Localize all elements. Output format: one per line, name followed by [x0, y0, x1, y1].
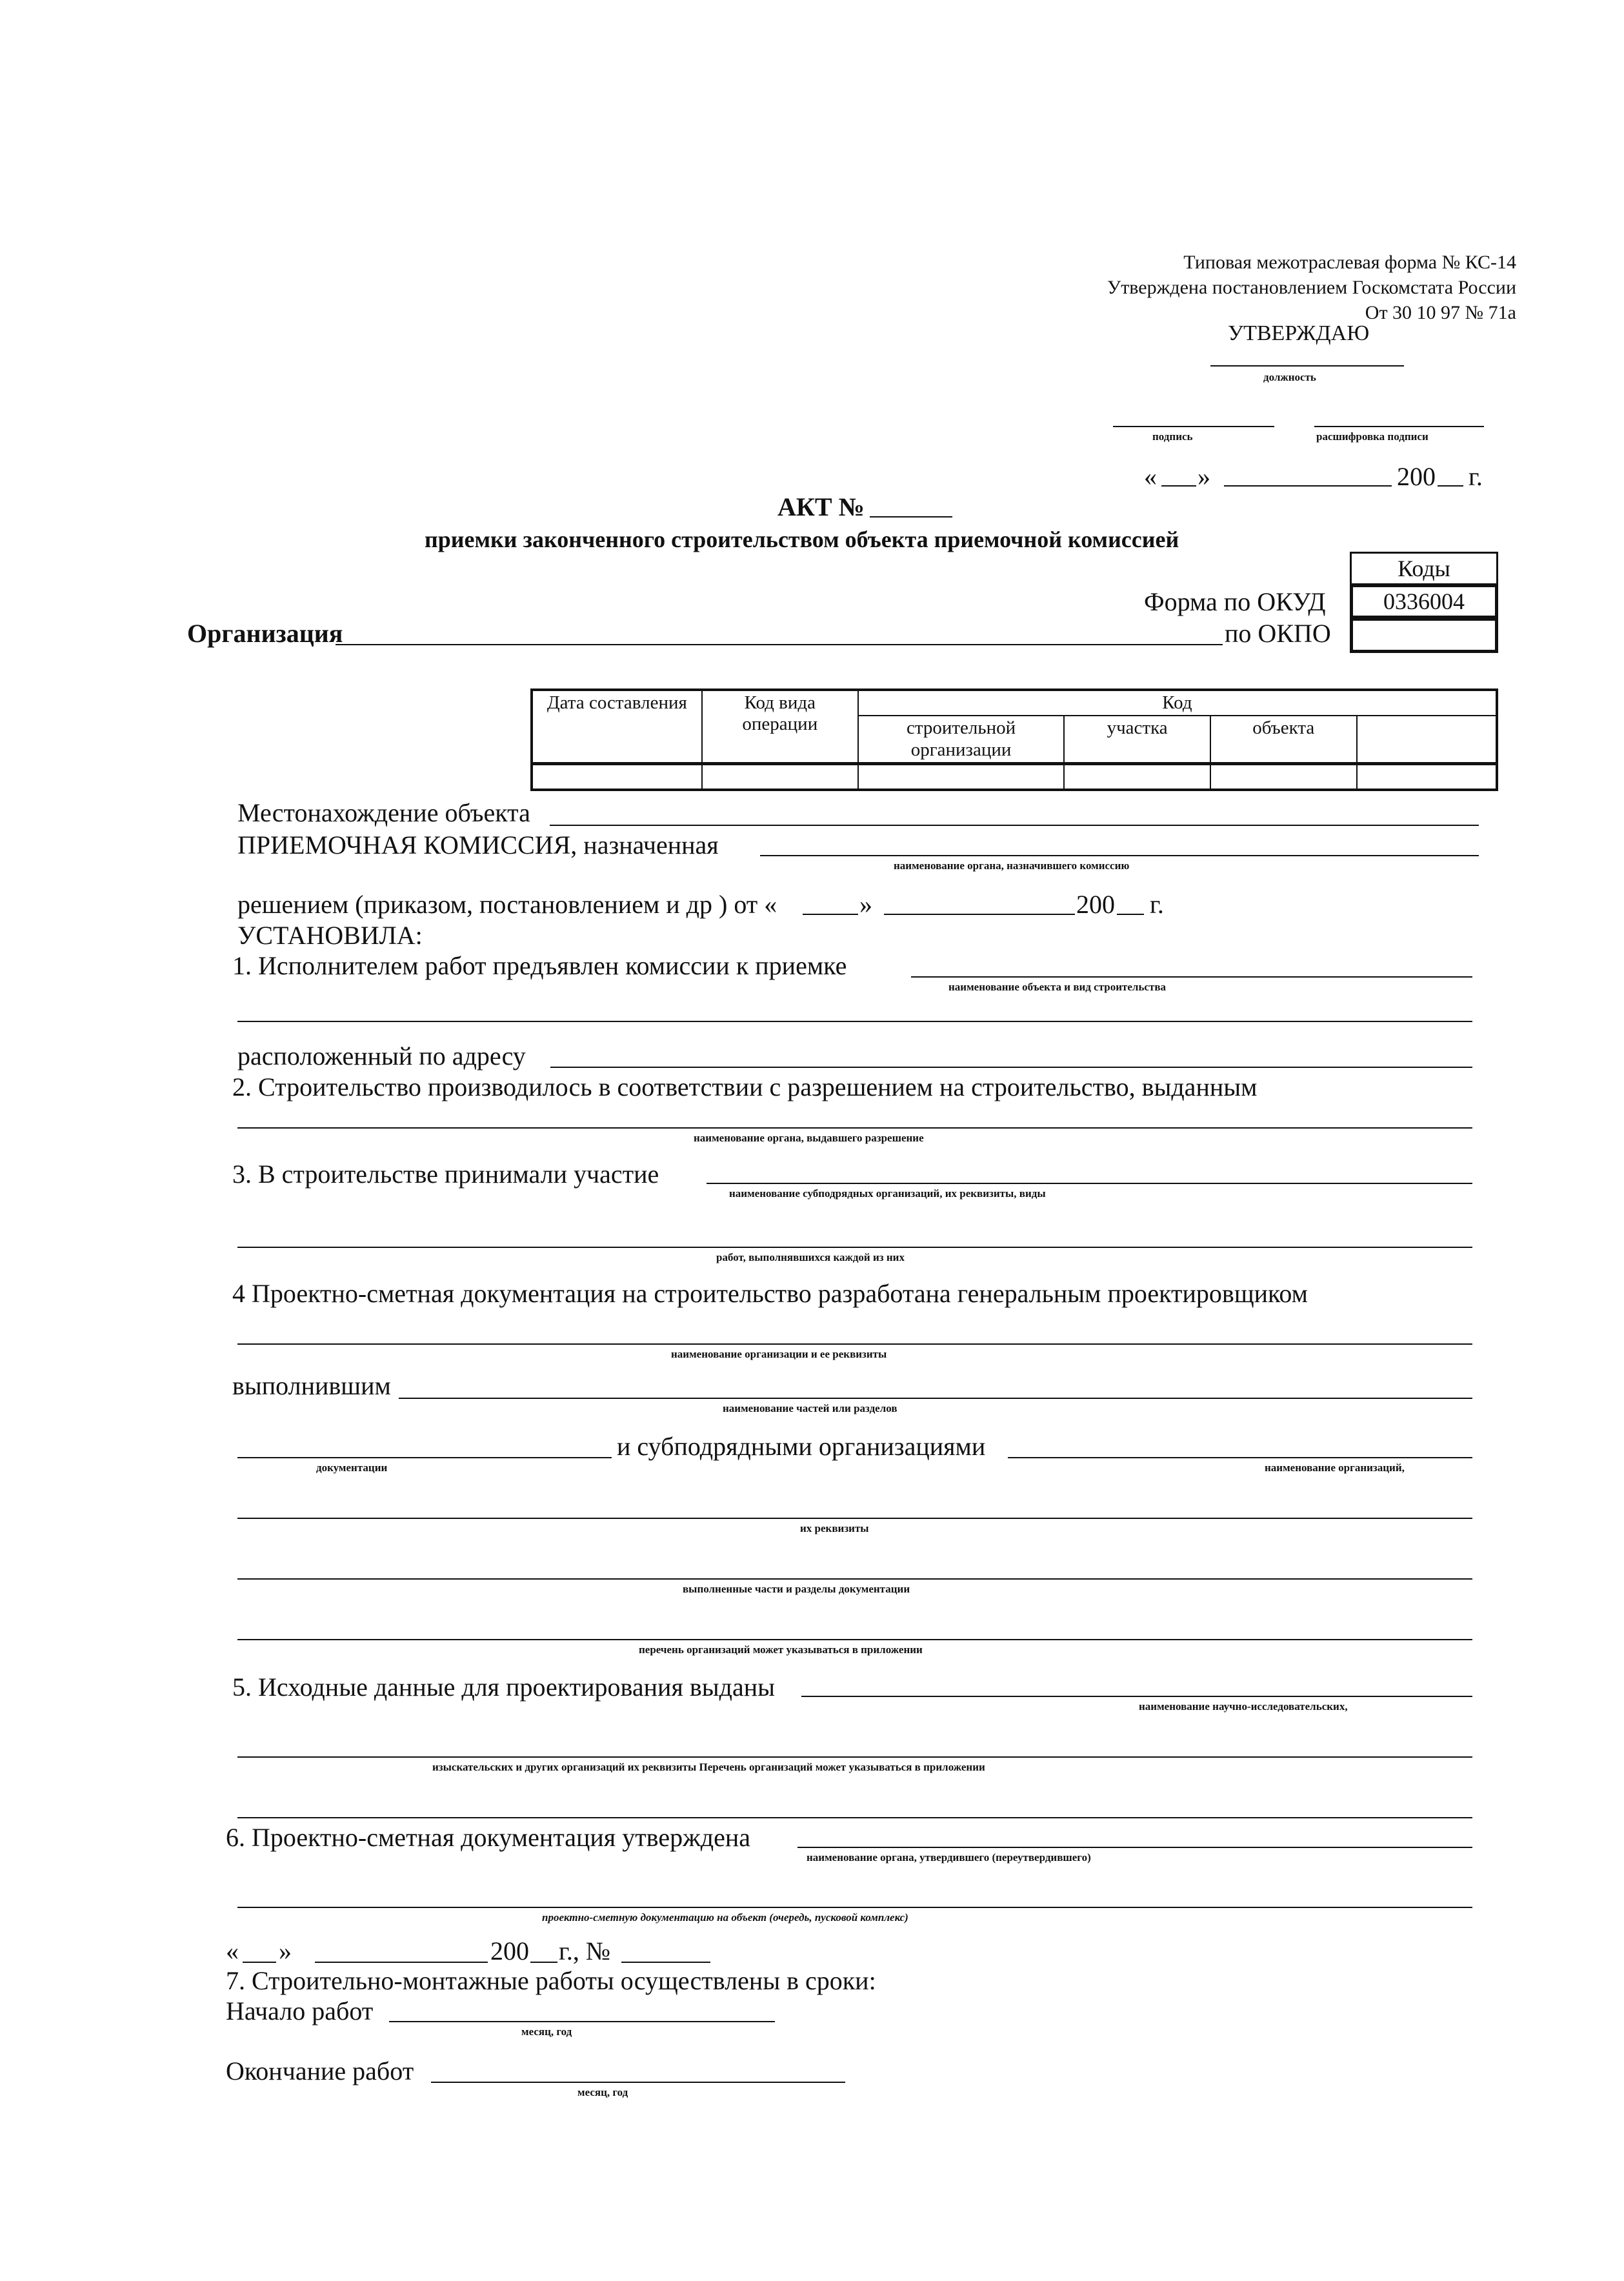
- requisites-line[interactable]: [237, 1518, 1472, 1519]
- p5-caption-b: изыскательских и других организаций их реквизиты Перечень организаций может указываться в приложении: [432, 1761, 985, 1773]
- codes-header-box: [1350, 552, 1498, 585]
- p2-caption: наименование органа, выдавшего разрешение: [694, 1132, 924, 1144]
- decision-month-line[interactable]: [884, 914, 1075, 915]
- okpo-label: по ОКПО: [1225, 619, 1331, 648]
- act-number-label: АКТ №: [777, 492, 865, 521]
- decree-line: От 30 10 97 № 71а: [1365, 302, 1516, 323]
- start-label: Начало работ: [226, 1996, 374, 2025]
- operation-cell[interactable]: [702, 764, 858, 790]
- p3-line[interactable]: [707, 1183, 1472, 1184]
- commission-caption: наименование органа, назначившего комиссию: [894, 859, 1130, 872]
- p6-year-line[interactable]: [530, 1962, 557, 1963]
- header-year-line[interactable]: [1438, 485, 1463, 487]
- decision-year-line[interactable]: [1117, 914, 1144, 915]
- p4-caption: наименование организации и ее реквизиты: [671, 1348, 887, 1360]
- organization-line[interactable]: [336, 644, 1223, 645]
- p6-caption-a: наименование органа, утвердившего (переутвердившего): [807, 1851, 1091, 1864]
- commission-label: ПРИЕМОЧНАЯ КОМИССИЯ, назначенная: [237, 830, 719, 859]
- sub-object-header: объекта: [1210, 716, 1357, 763]
- site-code-cell[interactable]: [1064, 764, 1210, 790]
- p6-date-open: «: [226, 1936, 239, 1965]
- decision-g: г.: [1150, 890, 1164, 919]
- okpo-box[interactable]: [1350, 618, 1498, 653]
- p5-line[interactable]: [801, 1696, 1472, 1697]
- requisites-caption: их реквизиты: [800, 1522, 869, 1534]
- p3-caption-b: работ, выполнявшихся каждой из них: [716, 1251, 905, 1263]
- header-day-line[interactable]: [1161, 485, 1196, 487]
- start-line[interactable]: [389, 2021, 775, 2022]
- signature-caption: подпись: [1152, 430, 1193, 443]
- okud-value: 0336004: [1383, 588, 1465, 614]
- list-caption: перечень организаций может указываться в приложении: [639, 1643, 923, 1656]
- address-line[interactable]: [550, 1067, 1472, 1068]
- p6-g-no: г., №: [559, 1936, 611, 1965]
- decision-day-line[interactable]: [803, 914, 858, 915]
- codes-header: Коды: [1398, 556, 1450, 581]
- decoding-caption: расшифровка подписи: [1316, 430, 1429, 443]
- p3-caption-a: наименование субподрядных организаций, их реквизиты, виды: [729, 1187, 1046, 1200]
- act-number-line[interactable]: [870, 516, 952, 517]
- and-subcontractors-label: и субподрядными организациями: [617, 1432, 986, 1461]
- end-label: Окончание работ: [226, 2056, 414, 2085]
- p7-label: 7. Строительно-монтажные работы осуществлены в сроки:: [226, 1966, 876, 1995]
- commission-line[interactable]: [760, 855, 1479, 856]
- performed-caption: наименование частей или разделов: [723, 1402, 897, 1414]
- sub-org-header: строительной организации: [858, 716, 1064, 763]
- code-table: [530, 688, 1498, 791]
- header-year-suffix: г.: [1469, 462, 1483, 491]
- parts-line[interactable]: [237, 1578, 1472, 1580]
- p2-label: 2. Строительство производилось в соответствии с разрешением на строительство, выданным: [232, 1072, 1258, 1101]
- p6-day-line[interactable]: [243, 1962, 276, 1963]
- p2-line[interactable]: [237, 1127, 1472, 1129]
- p4-label: 4 Проектно-сметная документация на строительство разработана генеральным проектировщиком: [232, 1279, 1308, 1308]
- p6-line[interactable]: [797, 1847, 1472, 1848]
- subcontractors-line[interactable]: [1008, 1457, 1472, 1458]
- decoding-line[interactable]: [1314, 426, 1484, 427]
- end-caption: месяц, год: [577, 2086, 628, 2098]
- established-label: УСТАНОВИЛА:: [237, 921, 423, 950]
- p3-label: 3. В строительстве принимали участие: [232, 1160, 659, 1189]
- col-date-header: Дата составления: [532, 690, 702, 764]
- p4-line[interactable]: [237, 1343, 1472, 1345]
- organizations-caption: наименование организаций,: [1265, 1462, 1405, 1474]
- list-line[interactable]: [237, 1639, 1472, 1640]
- address-label: расположенный по адресу: [237, 1041, 526, 1070]
- performed-label: выполнившим: [232, 1371, 391, 1400]
- performed-line[interactable]: [399, 1398, 1472, 1399]
- p6-month-line[interactable]: [315, 1962, 488, 1963]
- p3-extra-line[interactable]: [237, 1247, 1472, 1248]
- p6-extra-line[interactable]: [237, 1907, 1472, 1908]
- p6-date-close: »: [279, 1936, 292, 1965]
- p5-label: 5. Исходные данные для проектирования выданы: [232, 1673, 775, 1702]
- location-label: Местонахождение объекта: [237, 798, 530, 827]
- col-operation-header: Код вида операции: [702, 690, 858, 764]
- p1-label: 1. Исполнителем работ предъявлен комиссии к приемке: [232, 951, 847, 980]
- p5-extra-line-2[interactable]: [237, 1817, 1472, 1818]
- header-month-line[interactable]: [1224, 485, 1392, 487]
- documentation-line[interactable]: [237, 1457, 612, 1458]
- documentation-caption: документации: [316, 1462, 388, 1474]
- end-line[interactable]: [431, 2082, 845, 2083]
- act-subtitle: приемки законченного строительством объекта приемочной комиссией: [425, 527, 1179, 552]
- header-date-close: »: [1198, 462, 1210, 491]
- form-type-line: Типовая межотраслевая форма № КС-14: [1183, 252, 1516, 273]
- header-year: 200: [1397, 462, 1436, 491]
- signature-line[interactable]: [1113, 426, 1274, 427]
- approve-label: УТВЕРЖДАЮ: [1228, 321, 1370, 345]
- decision-label: решением (приказом, постановлением и др ) от «: [237, 890, 777, 919]
- org-code-cell[interactable]: [858, 764, 1064, 790]
- p5-caption-a: наименование научно-исследовательских,: [1139, 1700, 1348, 1713]
- p6-number-line[interactable]: [621, 1962, 710, 1963]
- location-line[interactable]: [550, 825, 1479, 826]
- p5-extra-line[interactable]: [237, 1756, 1472, 1758]
- extra-code-cell[interactable]: [1357, 764, 1497, 790]
- col-code-header: Код: [858, 690, 1497, 716]
- position-caption: должность: [1263, 371, 1316, 383]
- organization-label: Организация: [187, 619, 343, 648]
- sub-extra-header: [1357, 716, 1497, 763]
- date-cell[interactable]: [532, 764, 702, 790]
- parts-caption: выполненные части и разделы документации: [683, 1583, 910, 1595]
- sub-site-header: участка: [1064, 716, 1210, 763]
- start-caption: месяц, год: [521, 2025, 572, 2038]
- position-line[interactable]: [1210, 365, 1404, 367]
- okud-box[interactable]: [1350, 584, 1498, 619]
- p6-caption-b: проектно-сметную документацию на объект (очередь, пусковой комплекс): [542, 1911, 908, 1924]
- p6-year: 200: [490, 1936, 529, 1965]
- p1-caption: наименование объекта и вид строительства: [948, 981, 1167, 993]
- okud-label: Форма по ОКУД: [1144, 587, 1326, 616]
- p1-extra-line[interactable]: [237, 1021, 1472, 1022]
- p6-label: 6. Проектно-сметная документация утверждена: [226, 1823, 750, 1852]
- object-code-cell[interactable]: [1210, 764, 1357, 790]
- header-date-open: «: [1144, 462, 1157, 491]
- approval-line: Утверждена постановлением Госкомстата России: [1107, 277, 1516, 298]
- okpo-value: [1353, 621, 1495, 650]
- decision-year: 200: [1076, 890, 1115, 919]
- decision-date-close: »: [859, 890, 872, 919]
- p1-line[interactable]: [911, 976, 1472, 978]
